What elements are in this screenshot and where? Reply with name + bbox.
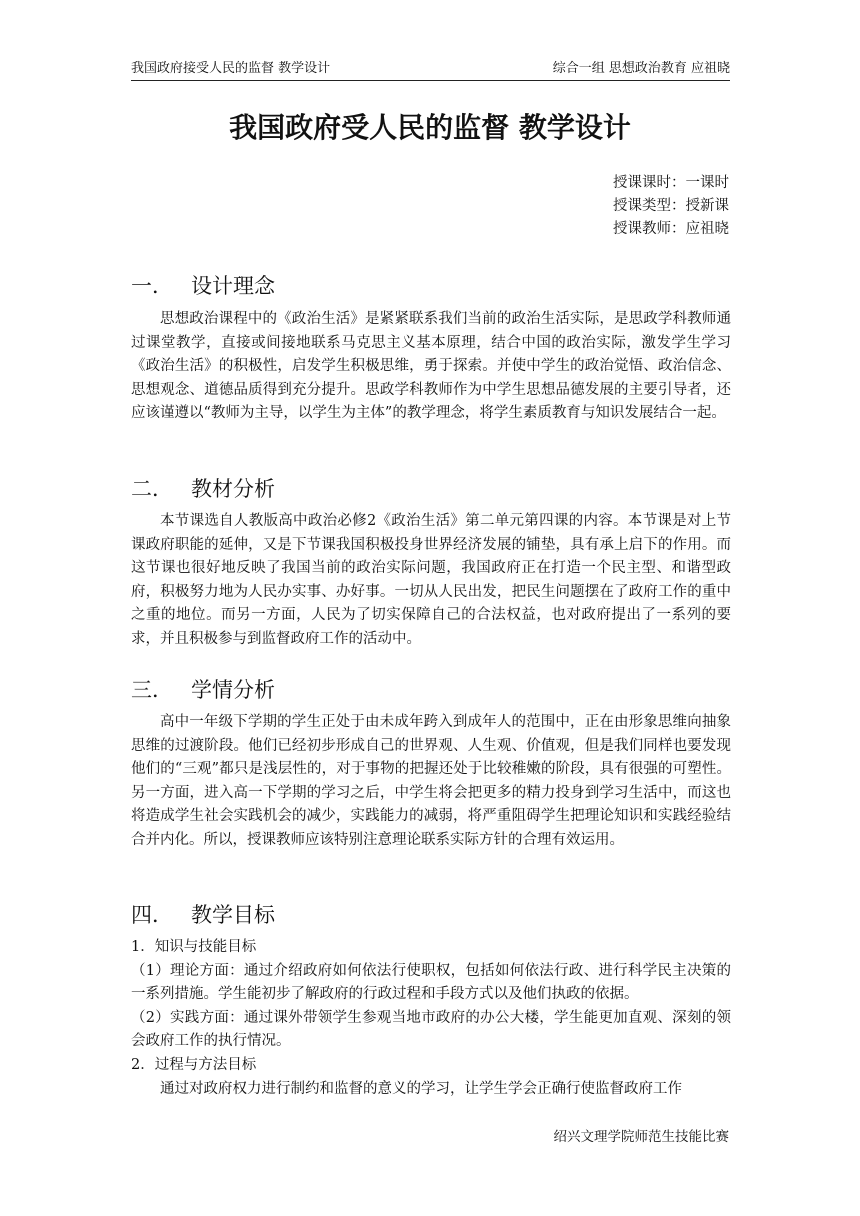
section-title: 设计理念 bbox=[191, 274, 275, 298]
goal-item-practice: （2）实践方面：通过课外带领学生参观当地市政府的办公大楼，学生能更加直观、深刻的领会政府工作的执行情况。 bbox=[131, 1009, 731, 1050]
section-heading-textbook-analysis bbox=[131, 474, 275, 504]
goal-heading-process: 2．过程与方法目标 bbox=[131, 1056, 257, 1073]
page-header bbox=[131, 60, 730, 81]
section-body-textbook-analysis bbox=[131, 510, 731, 652]
section-heading-teaching-goals bbox=[131, 900, 275, 930]
meta-class-hours: 授课课时：一课时 bbox=[613, 175, 729, 191]
section-body-design-concept bbox=[131, 308, 731, 426]
goal-item-theory: （1）理论方面：通过介绍政府如何依法行使职权，包括如何依法行政、进行科学民主决策的一系列措施。学生能初步了解政府的行政过程和手段方式以及他们执政的依据。 bbox=[131, 962, 731, 1003]
section-number: 三． bbox=[131, 678, 173, 702]
section-heading-student-analysis bbox=[131, 675, 275, 705]
document-title: 我国政府受人民的监督 教学设计 bbox=[229, 111, 631, 144]
paragraph: 思想政治课程中的《政治生活》是紧紧联系我们当前的政治生活实际，是思政学科教师通过课堂教学，直接或间接地联系马克思主义基本原理，结合中国的政治实际，激发学生学习《政治生活》的积极性，启发学生积极思维，勇于探索。并使中学生的政治觉悟、政治信念、思想观念、道德品质得到充分提升。思政学科教师作为中学生思想品德发展的主要引导者，还应该谨遵以“教师为主导，以学生为主体”的教学理念，将学生素质教育与知识发展结合一起。 bbox=[131, 311, 731, 422]
section-heading-design-concept bbox=[131, 271, 275, 301]
page-footer: 绍兴文理学院师范生技能比赛 bbox=[553, 1129, 729, 1145]
section-title: 教学目标 bbox=[191, 903, 275, 927]
lesson-meta bbox=[613, 172, 729, 241]
paragraph: 高中一年级下学期的学生正处于由未成年跨入到成年人的范围中，正在由形象思维向抽象思维的过渡阶段。他们已经初步形成自己的世界观、人生观、价值观，但是我们同样也要发现他们的“三观”都只是浅层性的，对于事物的把握还处于比较稚嫩的阶段，具有很强的可塑性。另一方面，进入高一下学期的学习之后，中学生将会把更多的精力投身到学习生活中，而这也将造成学生社会实践机会的减少，实践能力的减弱，将严重阻碍学生把理论知识和实践经验结合并内化。所以，授课教师应该特别注意理论联系实际方针的合理有效运用。 bbox=[131, 714, 731, 848]
section-title: 学情分析 bbox=[191, 678, 275, 702]
section-title: 教材分析 bbox=[191, 477, 275, 501]
section-number: 一． bbox=[131, 274, 173, 298]
goal-item-process-text: 通过对政府权力进行制约和监督的意义的学习，让学生学会正确行使监督政府工作 bbox=[160, 1080, 682, 1097]
goal-heading-knowledge: 1．知识与技能目标 bbox=[131, 939, 257, 955]
paragraph: 本节课选自人教版高中政治必修2《政治生活》第二单元第四课的内容。本节课是对上节课政府职能的延伸，又是下节课我国积极投身世界经济发展的铺垫，具有承上启下的作用。而这节课也很好地反映了我国当前的政治实际问题，我国政府正在打造一个民主型、和谐型政府，积极努力地为人民办实事、办好事。一切从人民出发，把民生问题摆在了政府工作的重中之重的地位。而另一方面，人民为了切实保障自己的合法权益，也对政府提出了一系列的要求，并且积极参与到监督政府工作的活动中。 bbox=[131, 513, 731, 647]
meta-teacher: 授课教师：应祖晓 bbox=[613, 221, 729, 237]
section-number: 四． bbox=[131, 903, 173, 927]
section-body-teaching-goals bbox=[131, 936, 731, 1101]
section-number: 二． bbox=[131, 477, 173, 501]
section-body-student-analysis bbox=[131, 711, 731, 853]
header-right-text: 综合一组 思想政治教育 应祖晓 bbox=[552, 61, 730, 76]
meta-class-type: 授课类型：授新课 bbox=[613, 198, 729, 214]
header-left-text: 我国政府接受人民的监督 教学设计 bbox=[131, 61, 331, 76]
